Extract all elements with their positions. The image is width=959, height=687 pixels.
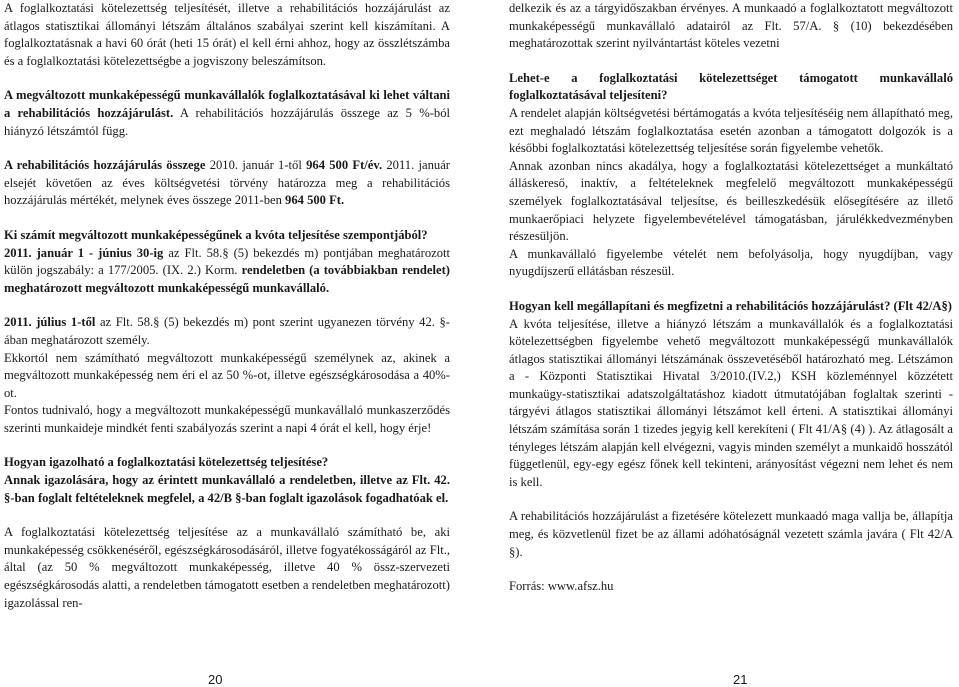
paragraph: A foglalkoztatási kötelezettség teljesítése az a munkavállaló számítható be, aki munkaképesség csökkenéséről, egészségkárosodásáról, illetve fogyatékosságáról az Flt., által (az 50 % megváltozott munkaképesség, illetve 40 % össz-szervezeti egészségkárosodás alatti, a rendeletben támogatott esetben a rendeletben meghatározott) igazolással ren- bbox=[4, 525, 450, 610]
page-number-left: 20 bbox=[208, 672, 223, 687]
left-page-column bbox=[4, 0, 450, 612]
bold-text: 964 500 Ft. bbox=[285, 193, 345, 208]
paragraph: Annak azonban nincs akadálya, hogy a foglalkoztatási kötelezettséget a munkáltató álláskereső, inaktív, a feltételeknek megfelelő megváltozott munkaképességű személyek foglalkoztatásával teljesítse, és beilleszkedésük elősegítésére az illető munkaerőpiaci helyzete figyelembevételével támogatásban, járulékkedvezményben részesüljön. bbox=[509, 158, 953, 244]
paragraph: A munkavállaló figyelembe vételét nem befolyásolja, hogy nyugdíjban, vagy nyugdíjszerű ellátásban részesül. bbox=[509, 246, 953, 279]
bold-paragraph: Annak igazolására, hogy az érintett munkavállaló a rendeletben, illetve az Flt. 42. §-ban foglalt feltételeknek megfelel, a 42/B §-ban foglalt igazolások fogadhatóak el. bbox=[4, 473, 450, 505]
bold-text: 2011. január 1 - június 30-ig bbox=[4, 245, 164, 260]
paragraph bbox=[4, 245, 450, 298]
page-number-right: 21 bbox=[733, 672, 748, 687]
paragraph: A rendelet alapján költségvetési bértámogatás a kvóta teljesítéséig nem állapítható meg, ezt meghaladó létszám foglalkoztatása esetén azonban a támogatott dolgozók is a későbbi foglalkoztatási kötelezettség teljesítése során figyelembe vehetők. bbox=[509, 105, 953, 156]
bold-text: rendeletben (a továbbiakban rendelet) meghatározott megváltozott munkaképességű munkavállaló. bbox=[4, 263, 450, 295]
text: az Flt. 58.§ (5) bekezdés m) pontjában meghatározott külön jogszabály: a 177/2005. (IX. 2.) Korm. bbox=[4, 245, 450, 278]
bold-text: A megváltozott munkaképességű munkavállalók foglalkoztatásával ki lehet váltani a rehabilitációs hozzájárulást. bbox=[4, 88, 450, 120]
paragraph: A kvóta teljesítése, illetve a hiányzó létszám a munkavállalók és a foglalkoztatási kötelezettségben figyelembe vehető megváltozott munkaképességű munkavállalók átlagos statisztikai állományi létszámának összevetéséből határozható meg. Létszámon a - Központi Statisztikai Hivatal 3/2010.(IV.2,) KSH közleménnyel közzétett munkaügy-statisztikai adatszolgáltatáshoz kiadott útmutatójában foglaltak szerinti - tárgyévi átlagos statisztikai állományi létszámot kell érteni. A statisztikai állományi létszám számítása során 1 tizedes jegyig kell kerekíteni ( Flt 41/A§ (4) ). Az átlagosált a tényleges létszám alapján kell elvégezni, vagyis minden személyt a munkaidő hosszától függetlenül, egy-egy egész főnek kell tekinteni, arányosítást végezni nem lehet és nem is kell. bbox=[509, 316, 953, 489]
paragraph bbox=[4, 314, 450, 349]
text: az Flt. 58.§ (5) bekezdés m) pont szerint ugyanezen törvény 42. §-ában meghatározott személy. bbox=[4, 315, 450, 347]
paragraph: A rehabilitációs hozzájárulást a fizetésére kötelezett munkaadó maga vallja be, állapítja meg, és közvetlenül fizet be az állami adóhatóságnál vezetett számla javára ( Flt 42/A §). bbox=[509, 509, 953, 559]
section-heading: Lehet-e a foglalkoztatási kötelezettséget támogatott munkavállaló foglalkoztatásával teljesíteni? bbox=[509, 70, 953, 103]
paragraph: A foglalkoztatási kötelezettség teljesítését, illetve a rehabilitációs hozzájárulást az átlagos statisztikai állományi létszám általános szabályai szerint kell kiszámítani. A foglalkoztatásnak a havi 60 órát (heti 15 órát) el kell érni ahhoz, hogy az összlétszámba és a foglalkoztatási kötelezettségbe a jogviszony beleszámítson. bbox=[4, 1, 450, 68]
paragraph bbox=[4, 87, 450, 140]
text: 2011. január elsejét követően az éves költségvetési törvény határozza meg a rehabilitációs hozzájárulás mértékét, melynek éves összege 2011-ben bbox=[4, 158, 450, 208]
bold-text: 964 500 Ft/év. bbox=[306, 158, 383, 173]
bold-text: 2011. július 1-től bbox=[4, 315, 96, 330]
section-heading: Ki számít megváltozott munkaképességűnek a kvóta teljesítése szempontjából? bbox=[4, 227, 428, 242]
paragraph: delkezik és az a tárgyidőszakban érvényes. A munkaadó a foglalkoztatott megváltozott munkaképességű munkavállaló adatairól az Flt. 57/A. § (10) bekezdésében meghatározottak szerint nyilvántartást köteles vezetni bbox=[509, 1, 953, 51]
paragraph: Fontos tudnivaló, hogy a megváltozott munkaképességű munkavállaló munkaszerződés szerinti munkaideje mindkét fenti szabályozás szerint a napi 4 órát el kell, hogy érje! bbox=[4, 403, 450, 435]
text: 2010. január 1-től bbox=[205, 158, 307, 173]
paragraph: Ekkortól nem számítható megváltozott munkaképességű személynek az, akinek a megváltozott munkaképesség nem éri el az 50 %-ot, illetve egészségkárosodása a 40%-ot. bbox=[4, 350, 450, 400]
source-line: Forrás: www.afsz.hu bbox=[509, 579, 614, 594]
section-heading: Hogyan igazolható a foglalkoztatási kötelezettség teljesítése? bbox=[4, 455, 329, 470]
right-page-column bbox=[509, 0, 953, 596]
paragraph bbox=[4, 157, 450, 210]
bold-text: A rehabilitációs hozzájárulás összege bbox=[4, 158, 206, 173]
text: A rehabilitációs hozzájárulás összege az 5 %-ból hiányzó létszámtól függ. bbox=[4, 105, 451, 138]
section-heading: Hogyan kell megállapítani és megfizetni a rehabilitációs hozzájárulást? (Flt 42/A§) bbox=[509, 298, 952, 313]
